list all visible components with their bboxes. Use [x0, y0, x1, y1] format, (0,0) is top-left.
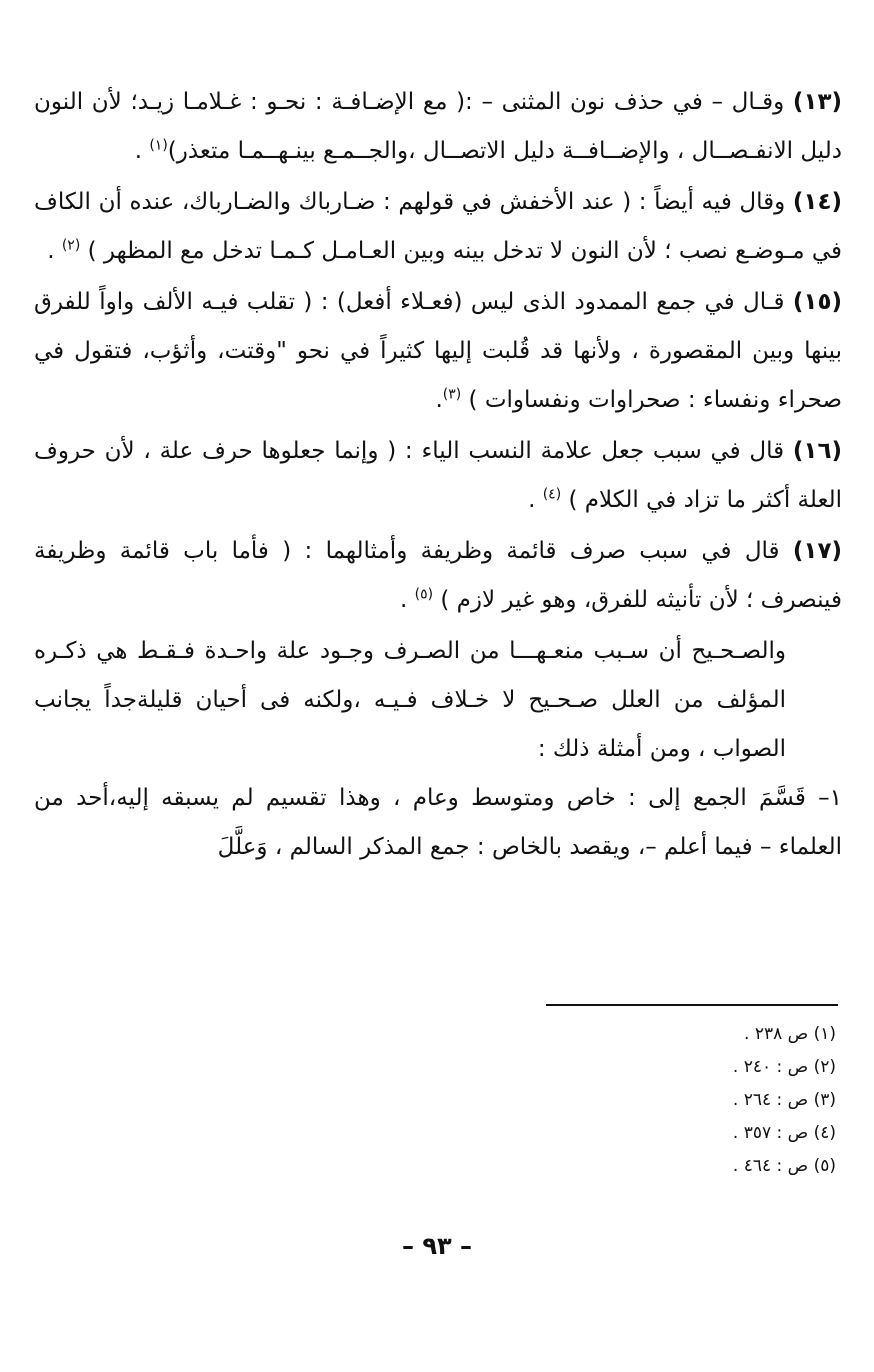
entry-number: (١٦) [792, 438, 842, 464]
footnote-1: (١) ص ٢٣٨ . [744, 1024, 836, 1044]
entry-number: (١٣) [792, 89, 842, 115]
list-item-1: ١– قَسَّمَ الجمع إلى : خاص ومتوسط وعام ، وهذا تقسيم لم يسبقه إليه،أحد من العلماء – فيما أعلم –، ويقصد بالخاص : جمع المذكر السالم ، وَعلَّلَ [34, 785, 842, 860]
page-number: – ٩٣ – [401, 1232, 472, 1260]
entry-16 [34, 427, 842, 525]
entry-number: (١٧) [792, 538, 842, 564]
footnote-ref: (٥) [414, 586, 434, 603]
entry-tail: . [134, 138, 142, 164]
footnote-ref: (٢) [61, 237, 81, 254]
entry-number: (١٥) [792, 289, 842, 315]
entry-text: قال في سبب جعل علامة النسب الياء : ( وإنما جعلوها حرف علة ، لأن حروف العلة أكثر ما تزاد في الكلام ) [34, 438, 842, 513]
entry-text: قال في سبب صرف قائمة وظريفة وأمثالهما : ( فأما باب قائمة وظريفة فينصرف ؛ لأن تأنيثه للفرق، وهو غير لازم ) [34, 538, 842, 613]
entry-13 [34, 78, 842, 176]
footnote-ref: (٣) [442, 386, 462, 403]
footnote-ref: (٤) [542, 486, 562, 503]
entry-tail: . [47, 238, 55, 264]
footnote-2: (٢) ص : ٢٤٠ . [732, 1057, 836, 1077]
entry-number: (١٤) [792, 189, 842, 215]
footnote-ref: (١) [149, 137, 168, 154]
main-text [34, 78, 842, 872]
entry-tail: . [528, 487, 536, 513]
commentary-paragraph: والصـحـيح أن سـبب منعـهـــا من الصـرف وجـود علة واحـدة فـقـط هي ذكـره المؤلف من العلل صـحـيح لا خـلاف فـيـه ،ولكنه فى أحيان قليلةجداً يجانب الصواب ، ومن أمثلة ذلك : [34, 638, 786, 762]
entry-tail: . [399, 587, 408, 613]
entry-17 [34, 527, 842, 625]
entry-14 [34, 178, 842, 276]
footnote-4: (٤) ص : ٣٥٧ . [732, 1123, 836, 1143]
entry-text: قـال في جمع الممدود الذى ليس (فعـلاء أفعل) : ( تقلب فيـه الألف واواً للفرق بينها وبين المقصورة ، ولأنها قد قُلبت إليها كثيراً في نحو "وقتت، وأثؤب، فتقول في صحراء ونفساء : صحراوات ونفساوات ) [34, 289, 842, 413]
footnote-divider [546, 1004, 838, 1006]
entry-tail: . [435, 387, 443, 413]
entry-text: وقال فيه أيضاً : ( عند الأخفش في قولهم : ضـارباك والضـارباك، عنده أن الكاف في مـوضـع نصب ؛ لأن النون لا تدخل بينه وبين العـامـل كـمـا تدخل مع المظهر ) [34, 189, 842, 264]
entry-text: وقـال – في حذف نون المثنى – :( مع الإضـافـة : نحـو : غـلامـا زيـد؛ لأن النون دليل الانفـصــال ، والإضــافــة دليل الاتصــال ،والجــمـع بينـهــمـا متعذر) [34, 89, 842, 164]
footnote-3: (٣) ص : ٢٦٤ . [732, 1090, 836, 1110]
footnote-5: (٥) ص : ٤٦٤ . [732, 1156, 836, 1176]
footnotes [516, 1018, 836, 1183]
entry-15 [34, 278, 842, 425]
